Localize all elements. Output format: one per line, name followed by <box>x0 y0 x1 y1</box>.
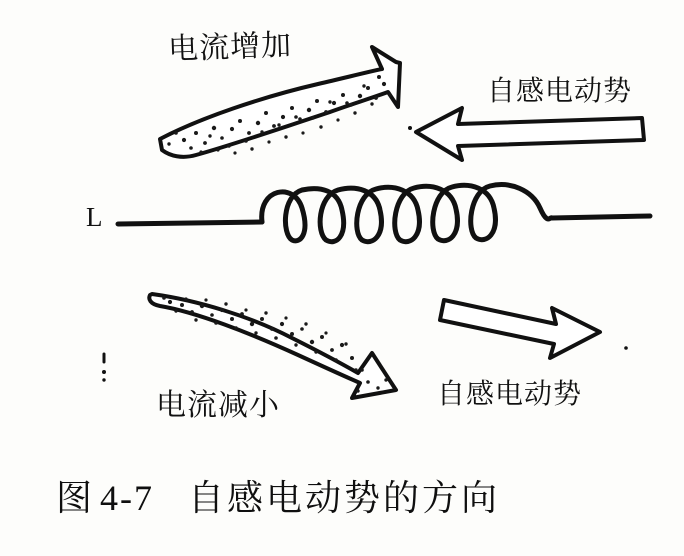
caption-title: 自感电动势的方向 <box>188 478 501 519</box>
caption-number: 4-7 <box>100 478 155 518</box>
thin-arrow-emf-top <box>416 108 644 160</box>
label-emf-bottom: 自感电动势 <box>437 377 583 410</box>
thin-arrow-emf-bottom <box>440 300 600 358</box>
label-current-decrease: 电流减小 <box>156 388 280 423</box>
label-current-increase: 电流增加 <box>167 27 293 68</box>
label-inductor-L: L <box>86 202 104 232</box>
inductor-coil <box>118 185 650 242</box>
figure-caption <box>56 470 500 521</box>
label-emf-top: 自感电动势 <box>487 74 633 107</box>
caption-prefix: 图 <box>56 478 95 519</box>
